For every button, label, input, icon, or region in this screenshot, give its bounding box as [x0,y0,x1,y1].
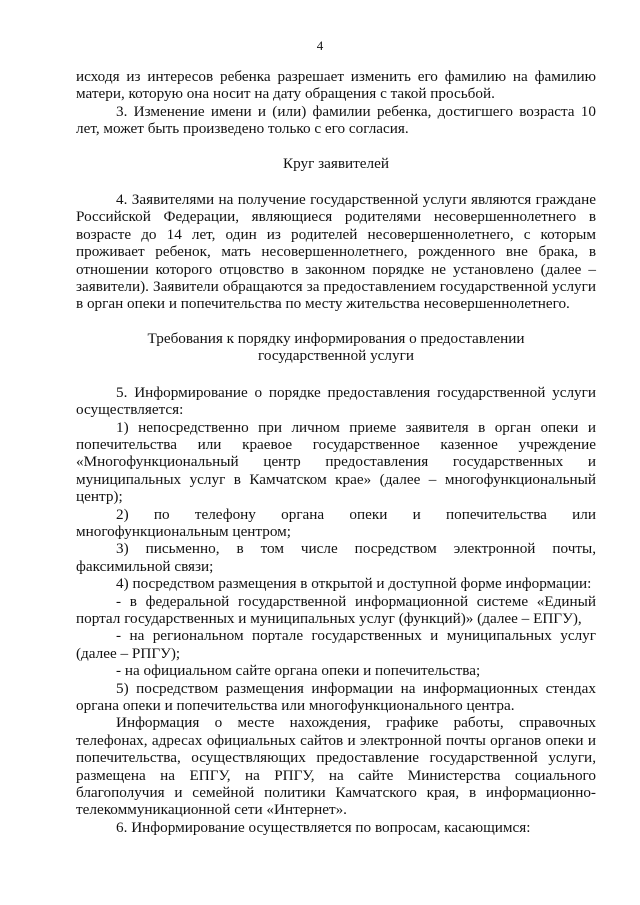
document-body [76,68,596,836]
section-heading-information-line-2: государственной услуги [258,347,414,365]
paragraph-dash-epgu: - в федеральной государственной информационной системе «Единый портал государственных и муниципальных услуг (функций)» (далее – ЕПГУ), [76,592,596,627]
paragraph-contact-information: Информация о месте нахождения, графике работы, справочных телефонах, адресах официальных сайтов и электронной почты органов опеки и попечительства, осуществляющих предоставление государственной услуги, размещена на ЕПГУ, на РПГУ, на сайте Министерства социального благополучия и семейной политики Камчатского края, в информационно-телекоммуникационной сети «Интернет». [76,714,596,819]
paragraph-subitem-5: 5) посредством размещения информации на информационных стендах органа опеки и попечительства или многофункционального центра. [76,679,596,714]
paragraph-subitem-2: 2) по телефону органа опеки и попечительства или многофункциональным центром; [76,505,596,540]
section-heading-information-line-1: Требования к порядку информирования о предоставлении [147,329,525,347]
paragraph-continuation: исходя из интересов ребенка разрешает изменить его фамилию на фамилию матери, которую она носит на дату обращения с такой просьбой. [76,68,596,103]
section-heading-applicants: Круг заявителей [283,154,389,172]
paragraph-subitem-3: 3) письменно, в том числе посредством электронной почты, факсимильной связи; [76,540,596,575]
paragraph-item-4: 4. Заявителями на получение государственной услуги являются граждане Российской Федерации, являющиеся родителями несовершеннолетнего в возрасте до 14 лет, один из родителей несовершеннолетнего, с которым проживает ребенок, мать несовершеннолетнего, рожденного вне брака, в отношении которого отцовство в законном порядке не установлено (далее – заявители). Заявители обращаются за предоставлением государственной услуги в орган опеки и попечительства по месту жительства несовершеннолетнего. [76,191,596,313]
paragraph-item-6: 6. Информирование осуществляется по вопросам, касающимся: [116,818,531,836]
paragraph-dash-official-site: - на официальном сайте органа опеки и попечительства; [116,662,481,680]
paragraph-dash-rpgu: - на региональном портале государственных и муниципальных услуг (далее – РПГУ); [76,627,596,662]
paragraph-subitem-1: 1) непосредственно при личном приеме заявителя в орган опеки и попечительства или краевое государственное казенное учреждение «Многофункциональный центр предоставления государственных и муниципальных услуг в Камчатском крае» (далее – многофункциональный центр); [76,418,596,506]
paragraph-subitem-4: 4) посредством размещения в открытой и доступной форме информации: [116,575,592,593]
paragraph-item-3: 3. Изменение имени и (или) фамилии ребенка, достигшего возраста 10 лет, может быть произведено только с его согласия. [76,102,596,138]
paragraph-item-5: 5. Информирование о порядке предоставления государственной услуги осуществляется: [76,383,596,419]
page-number: 4 [316,38,324,53]
